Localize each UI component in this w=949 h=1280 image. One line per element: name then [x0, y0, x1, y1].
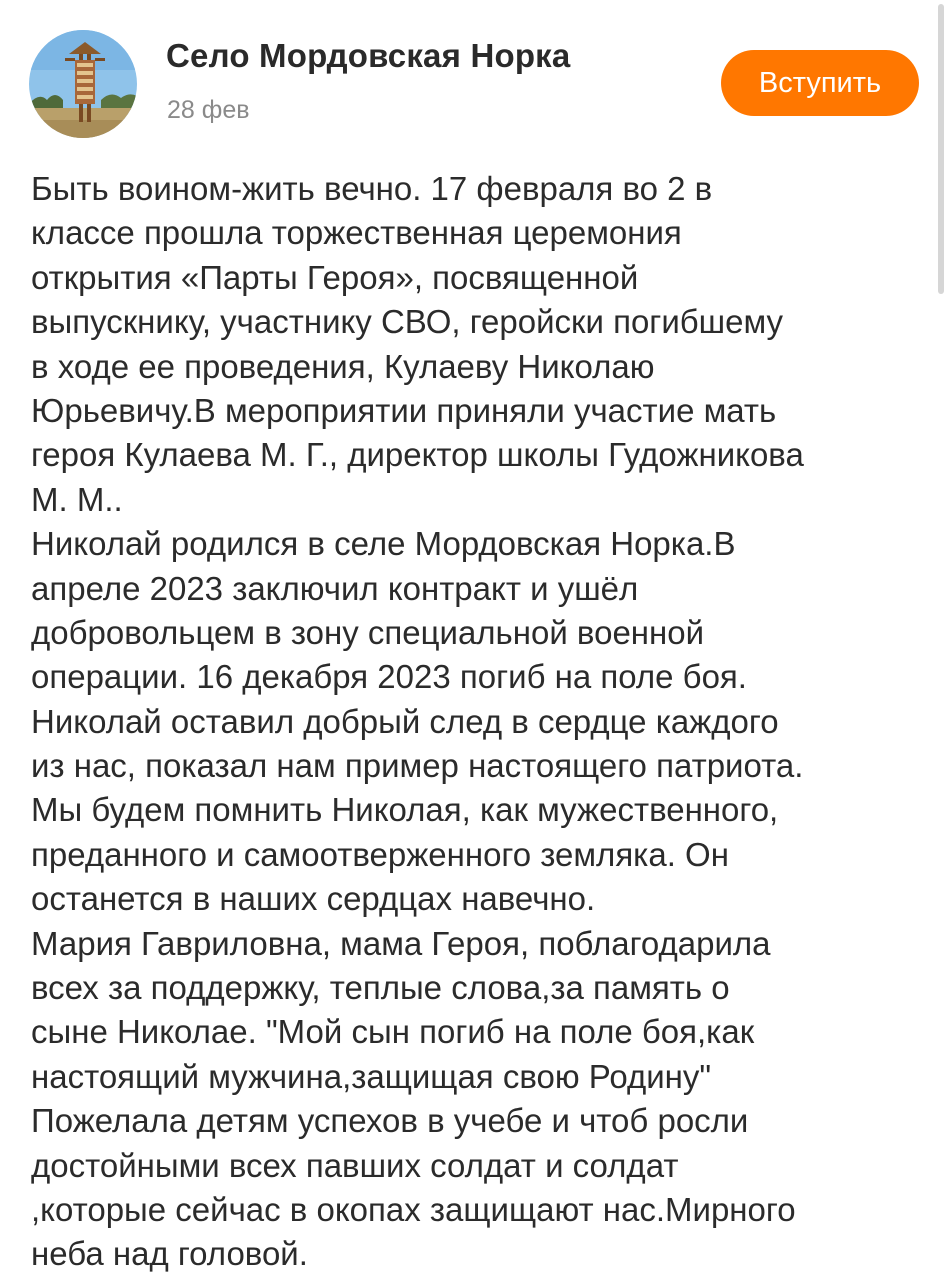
post-text-line: преданного и самоотверженного земляка. Он — [31, 835, 729, 873]
post-text-line: неба над головой. — [31, 1235, 308, 1273]
post-text-line: открытия «Парты Героя», посвященной — [31, 258, 639, 296]
post-text — [31, 167, 931, 1277]
post-text-line: сыне Николае. "Мой сын погиб на поле боя,как — [31, 1013, 755, 1051]
post-text-line: всех за поддержку, теплые слова,за память о — [31, 969, 730, 1007]
post-header — [0, 0, 949, 150]
post-text-line: настоящий мужчина,защищая свою Родину" — [31, 1057, 712, 1095]
village-sign-icon — [29, 30, 137, 138]
scrollbar[interactable] — [938, 4, 944, 294]
post-text-line: ,которые сейчас в окопах защищают нас.Мирного — [31, 1190, 796, 1228]
post-text-line: Николай оставил добрый след в сердце каждого — [31, 702, 779, 740]
post-date: 28 фев — [167, 96, 250, 124]
post-text-line: классе прошла торжественная церемония — [31, 214, 682, 252]
post-text-line: Быть воином-жить вечно. 17 февраля во 2 в — [31, 170, 713, 207]
post-text-line: из нас, показал нам пример настоящего патриота. — [31, 747, 804, 785]
post-text-line: в ходе ее проведения, Кулаеву Николаю — [31, 347, 655, 385]
post-text-line: останется в наших сердцах навечно. — [31, 880, 596, 918]
post-text-line: Юрьевичу.В мероприятии приняли участие мать — [31, 391, 777, 429]
post-text-line: апреле 2023 заключил контракт и ушёл — [31, 569, 639, 607]
post-text-line: добровольцем в зону специальной военной — [31, 613, 705, 651]
post-text-line: Пожелала детям успехов в учебе и чтоб росли — [31, 1102, 749, 1140]
group-name[interactable]: Село Мордовская Норка — [166, 37, 571, 74]
join-button[interactable]: Вступить — [721, 50, 919, 116]
post-text-line: достойными всех павших солдат и солдат — [31, 1146, 679, 1184]
post-text-line: Николай родился в селе Мордовская Норка.В — [31, 525, 736, 563]
post-text-line: операции. 16 декабря 2023 погиб на поле боя. — [31, 658, 747, 696]
post-text-line: выпускнику, участнику СВО, геройски погибшему — [31, 303, 784, 341]
post-text-line: героя Кулаева М. Г., директор школы Гудожникова — [31, 436, 804, 474]
group-avatar[interactable] — [29, 30, 137, 138]
post-text-line: Мы будем помнить Николая, как мужественного, — [31, 791, 779, 829]
post-text-line: М. М.. — [31, 480, 123, 518]
post-text-line: Мария Гавриловна, мама Героя, поблагодарила — [31, 924, 771, 962]
